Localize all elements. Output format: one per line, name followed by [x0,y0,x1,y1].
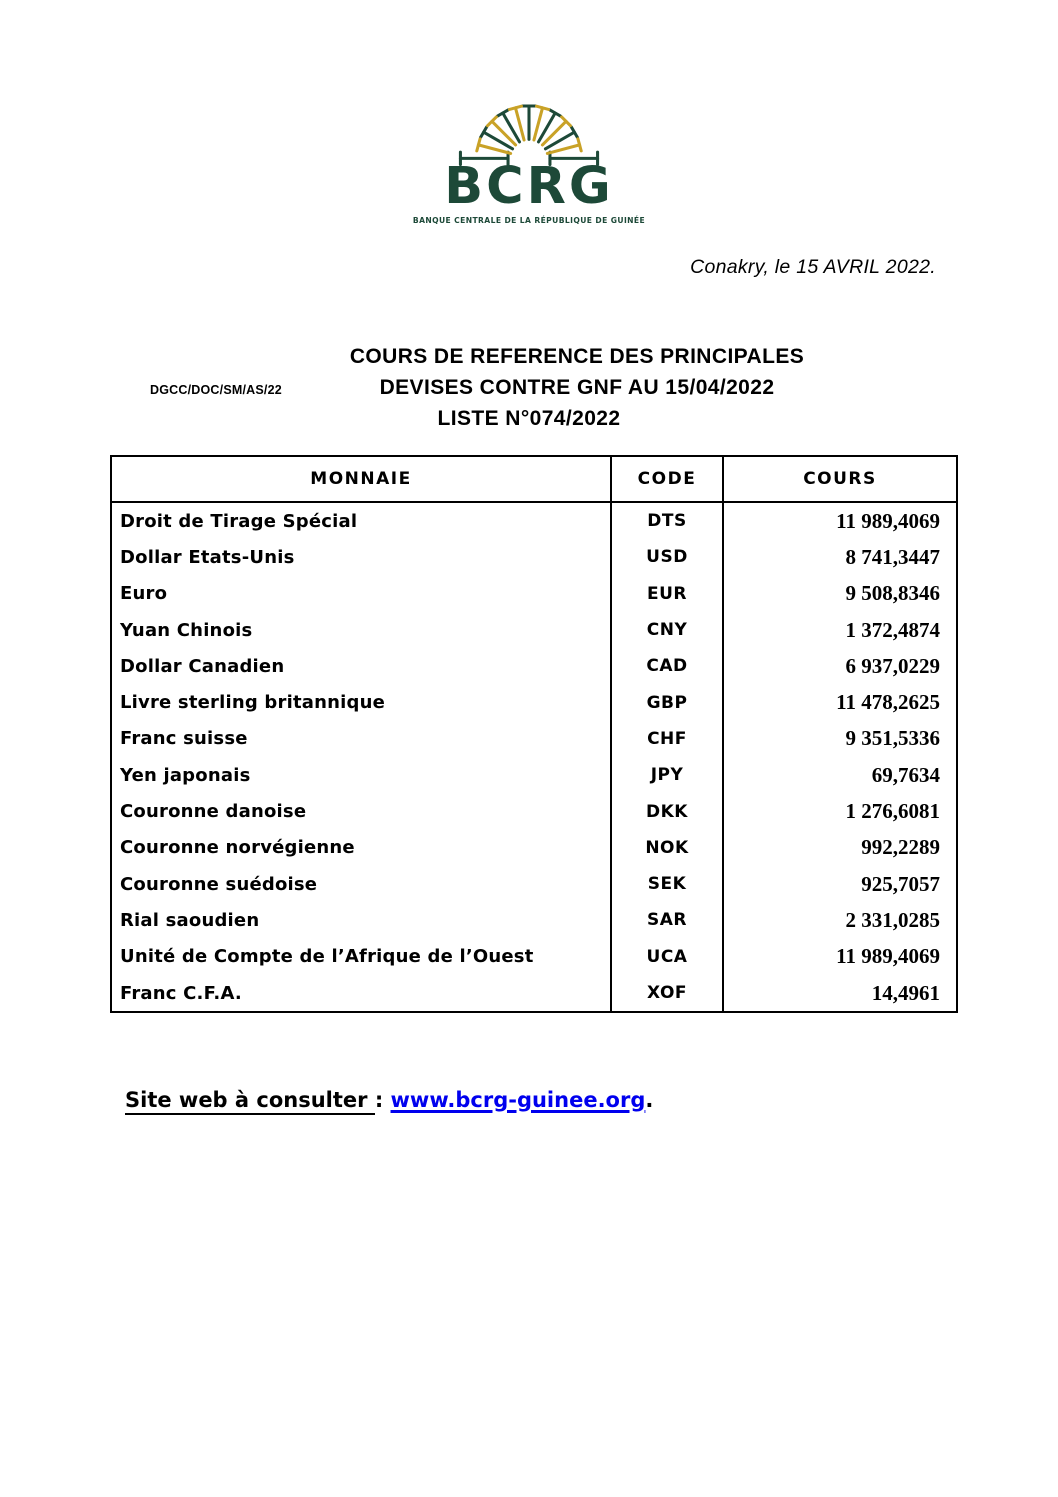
title-line-2: DEVISES CONTRE GNF AU 15/04/2022 [379,376,775,399]
currency-name: Couronne danoise [120,801,307,823]
table-row [112,684,956,720]
currency-name: Dollar Etats-Unis [120,546,295,568]
currency-code: USD [610,539,722,575]
currency-name: Unité de Compte de l’Afrique de l’Ouest [120,946,534,968]
bcrg-tagline: BANQUE CENTRALE DE LA RÉPUBLIQUE DE GUINÉE [412,216,646,225]
currency-code: CAD [610,648,722,684]
title-line-1: COURS DE REFERENCE DES PRINCIPALES [349,345,805,368]
currency-name: Franc suisse [120,728,248,750]
exchange-rate-table [110,455,958,1013]
table-row [112,866,956,902]
table-row [112,939,956,975]
website-link[interactable]: www.bcrg-guinee.org [390,1088,646,1112]
table-row [112,721,956,757]
reference-code: DGCC/DOC/SM/AS/22 [150,383,282,397]
currency-code: JPY [610,757,722,793]
currency-rate: 9 351,5336 [722,721,956,757]
currency-rate: 925,7057 [722,866,956,902]
currency-code: GBP [610,684,722,720]
bcrg-sunburst-icon [433,66,625,166]
currency-code: SAR [610,902,722,938]
currency-code: CHF [610,721,722,757]
table-row [112,648,956,684]
website-line [125,1088,653,1112]
table-row [112,576,956,612]
currency-rate: 1 276,6081 [722,793,956,829]
table-body [112,503,956,1011]
table-row [112,612,956,648]
currency-name: Couronne suédoise [120,873,318,895]
currency-name: Droit de Tirage Spécial [120,510,358,532]
currency-name: Franc C.F.A. [120,982,242,1004]
header-cours: COURS [722,457,956,501]
currency-rate: 11 989,4069 [722,503,956,539]
currency-name: Yen japonais [120,764,251,786]
currency-code: XOF [610,975,722,1011]
currency-rate: 9 508,8346 [722,576,956,612]
currency-rate: 11 989,4069 [722,939,956,975]
table-row [112,830,956,866]
currency-rate: 8 741,3447 [722,539,956,575]
table-row [112,503,956,539]
currency-code: SEK [610,866,722,902]
website-period: . [645,1088,654,1112]
currency-name: Yuan Chinois [120,619,253,641]
table-row [112,757,956,793]
header-monnaie: MONNAIE [310,469,412,489]
table-row [112,975,956,1011]
bcrg-wordmark: BCRG [444,157,614,216]
currency-code: DTS [610,503,722,539]
title-line-3: LISTE N°074/2022 [437,407,621,430]
currency-name: Rial saoudien [120,909,260,931]
currency-rate: 11 478,2625 [722,684,956,720]
currency-code: UCA [610,939,722,975]
currency-code: NOK [610,830,722,866]
currency-rate: 69,7634 [722,757,956,793]
table-row [112,793,956,829]
currency-rate: 2 331,0285 [722,902,956,938]
currency-name: Euro [120,583,168,605]
table-row [112,902,956,938]
currency-name: Livre sterling britannique [120,692,386,714]
currency-rate: 6 937,0229 [722,648,956,684]
currency-rate: 14,4961 [722,975,956,1011]
currency-name: Couronne norvégienne [120,837,355,859]
currency-name: Dollar Canadien [120,655,285,677]
currency-code: CNY [610,612,722,648]
currency-code: DKK [610,793,722,829]
currency-rate: 1 372,4874 [722,612,956,648]
bcrg-logo [409,66,649,225]
date-line: Conakry, le 15 AVRIL 2022. [690,256,936,278]
currency-rate: 992,2289 [722,830,956,866]
currency-code: EUR [610,576,722,612]
table-row [112,539,956,575]
table-header-row [112,457,956,503]
website-label: Site web à consulter [125,1088,375,1115]
website-colon: : [374,1088,391,1112]
header-code: CODE [610,457,722,501]
